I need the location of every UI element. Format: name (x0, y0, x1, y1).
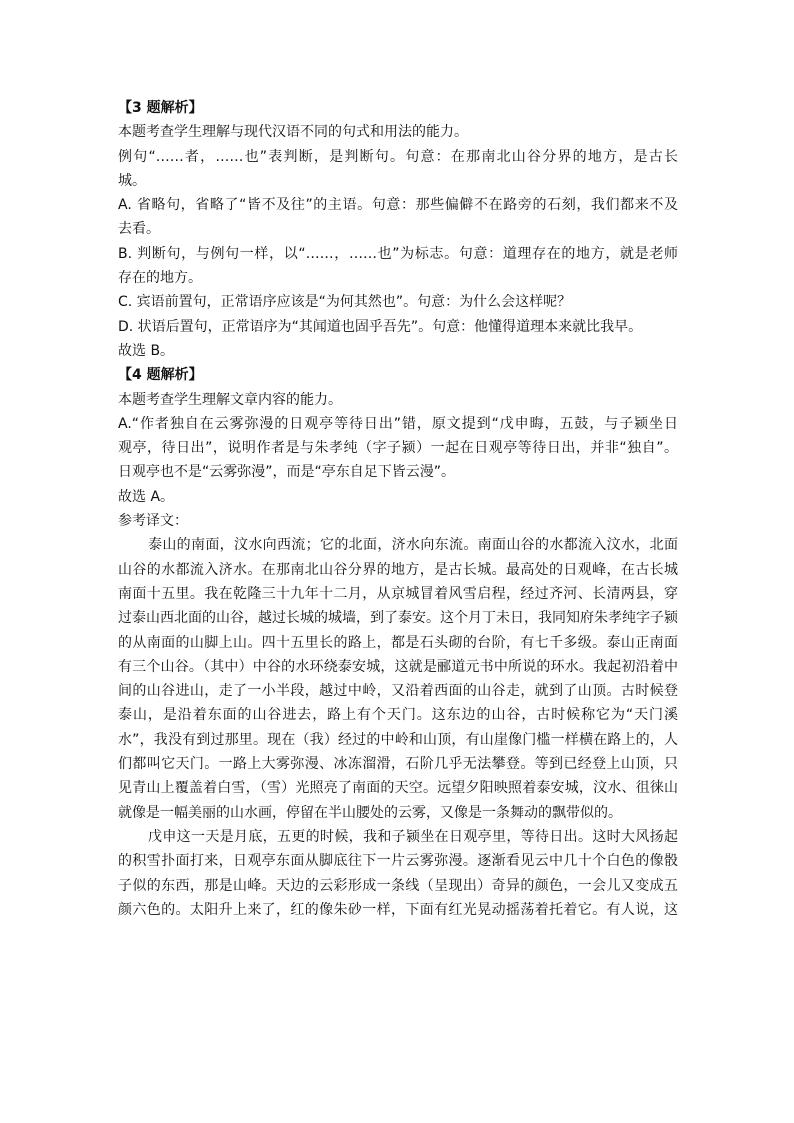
q3-line-5: 去看。 (118, 221, 160, 238)
q3-answer: 故选 B。 (118, 342, 175, 359)
q3-line-2: 例句“……者，……也”表判断，是判断句。句意：在那南北山谷分界的地方，是古长 (118, 148, 678, 165)
q4-line-2: A.“作者独自在云雾弥漫的日观亭等待日出”错，原文提到“戊申晦，五鼓，与子颍坐日 (118, 415, 678, 432)
translation-p2-line: 戊申这一天是月底，五更的时候，我和子颍坐在日观亭里，等待日出。这时大风扬起 (148, 828, 678, 845)
q4-line-1: 本题考查学生理解文章内容的能力。 (118, 391, 342, 408)
q3-line-8: C. 宾语前置句，正常语序应该是“为何其然也”。句意：为什么会这样呢？ (118, 294, 572, 311)
q3-heading: 【3 题解析】 (118, 100, 203, 116)
translation-p1-line: 就像是一幅美丽的山水画，停留在半山腰处的云雾，又像是一条舞动的飘带似的。 (118, 804, 622, 821)
translation-p1-line: 泰山的南面，汶水向西流；它的北面，济水向东流。南面山谷的水都流入汶水，北面 (148, 537, 678, 554)
translation-p2-line: 的积雪扑面打来，日观亭东面从脚底往下一片云雾弥漫。逐渐看见云中几十个白色的像骰 (118, 853, 678, 870)
q4-line-3: 观亭，待日出”，说明作者是与朱孝纯（字子颍）一起在日观亭等待日出，并非“独自”。 (118, 440, 678, 457)
translation-p1-line: 水”，我没有到过那里。现在（我）经过的中岭和山顶，有山崖像门槛一样横在路上的，人 (118, 731, 678, 748)
translation-p1-line: 的从南面的山脚上山。四十五里长的路上，都是石头砌的台阶，有七千多级。泰山正南面 (118, 634, 678, 651)
translation-p1-line: 间的山谷进山，走了一小半段，越过中岭，又沿着西面的山谷走，就到了山顶。古时候登 (118, 683, 678, 700)
translation-p1-line: 过泰山西北面的山谷，越过长城的城墙，到了泰安。这个月丁未日，我同知府朱孝纯字子颍 (118, 610, 678, 627)
q3-line-1: 本题考查学生理解与现代汉语不同的句式和用法的能力。 (118, 124, 468, 141)
translation-p2-line: 子似的东西，那是山峰。天边的云彩形成一条线（呈现出）奇异的颜色，一会儿又变成五 (118, 877, 678, 894)
translation-p2-line: 颜六色的。太阳升上来了，红的像朱砂一样，下面有红光晃动摇荡着托着它。有人说，这 (118, 901, 678, 918)
translation-p1-line: 们都叫它天门。一路上大雾弥漫、冰冻溜滑，石阶几乎无法攀登。等到已经登上山顶，只 (118, 756, 678, 773)
translation-p1-line: 有三个山谷。（其中）中谷的水环绕泰安城，这就是郦道元书中所说的环水。我起初沿着中 (118, 658, 678, 675)
q4-heading: 【4 题解析】 (118, 367, 203, 384)
q3-line-9: D. 状语后置句，正常语序为“其闻道也固乎吾先”。句意：他懂得道理本来就比我早。 (118, 318, 643, 335)
document-page (118, 96, 678, 922)
q3-line-3: 城。 (118, 172, 146, 189)
q3-line-6: B. 判断句，与例句一样，以“……，……也”为标志。句意：道理存在的地方，就是老师 (118, 245, 678, 262)
q4-answer: 故选 A。 (118, 488, 175, 505)
translation-paragraph-2 (118, 825, 678, 922)
q3-line-7: 存在的地方。 (118, 270, 202, 287)
translation-paragraph-1 (118, 533, 678, 825)
translation-label: 参考译文： (118, 513, 188, 530)
translation-p1-line: 泰山，是沿着东面的山谷进去，路上有个天门。这东边的山谷，古时候称它为“天门溪 (118, 707, 678, 724)
q4-line-4: 日观亭也不是“云雾弥漫”，而是“亭东自足下皆云漫”。 (118, 464, 456, 481)
q3-line-4: A. 省略句，省略了“皆不及往”的主语。句意：那些偏僻不在路旁的石刻，我们都来不及 (118, 197, 678, 214)
translation-p1-line: 南面十五里。我在乾隆三十九年十二月，从京城冒着风雪启程，经过齐河、长清两县，穿 (118, 585, 678, 602)
translation-p1-line: 山谷的水都流入济水。在那南北山谷分界的地方，是古长城。最高处的日观峰，在古长城 (118, 561, 678, 578)
translation-p1-line: 见青山上覆盖着白雪，（雪）光照亮了南面的天空。远望夕阳映照着泰安城，汶水、徂徕山 (118, 780, 678, 797)
